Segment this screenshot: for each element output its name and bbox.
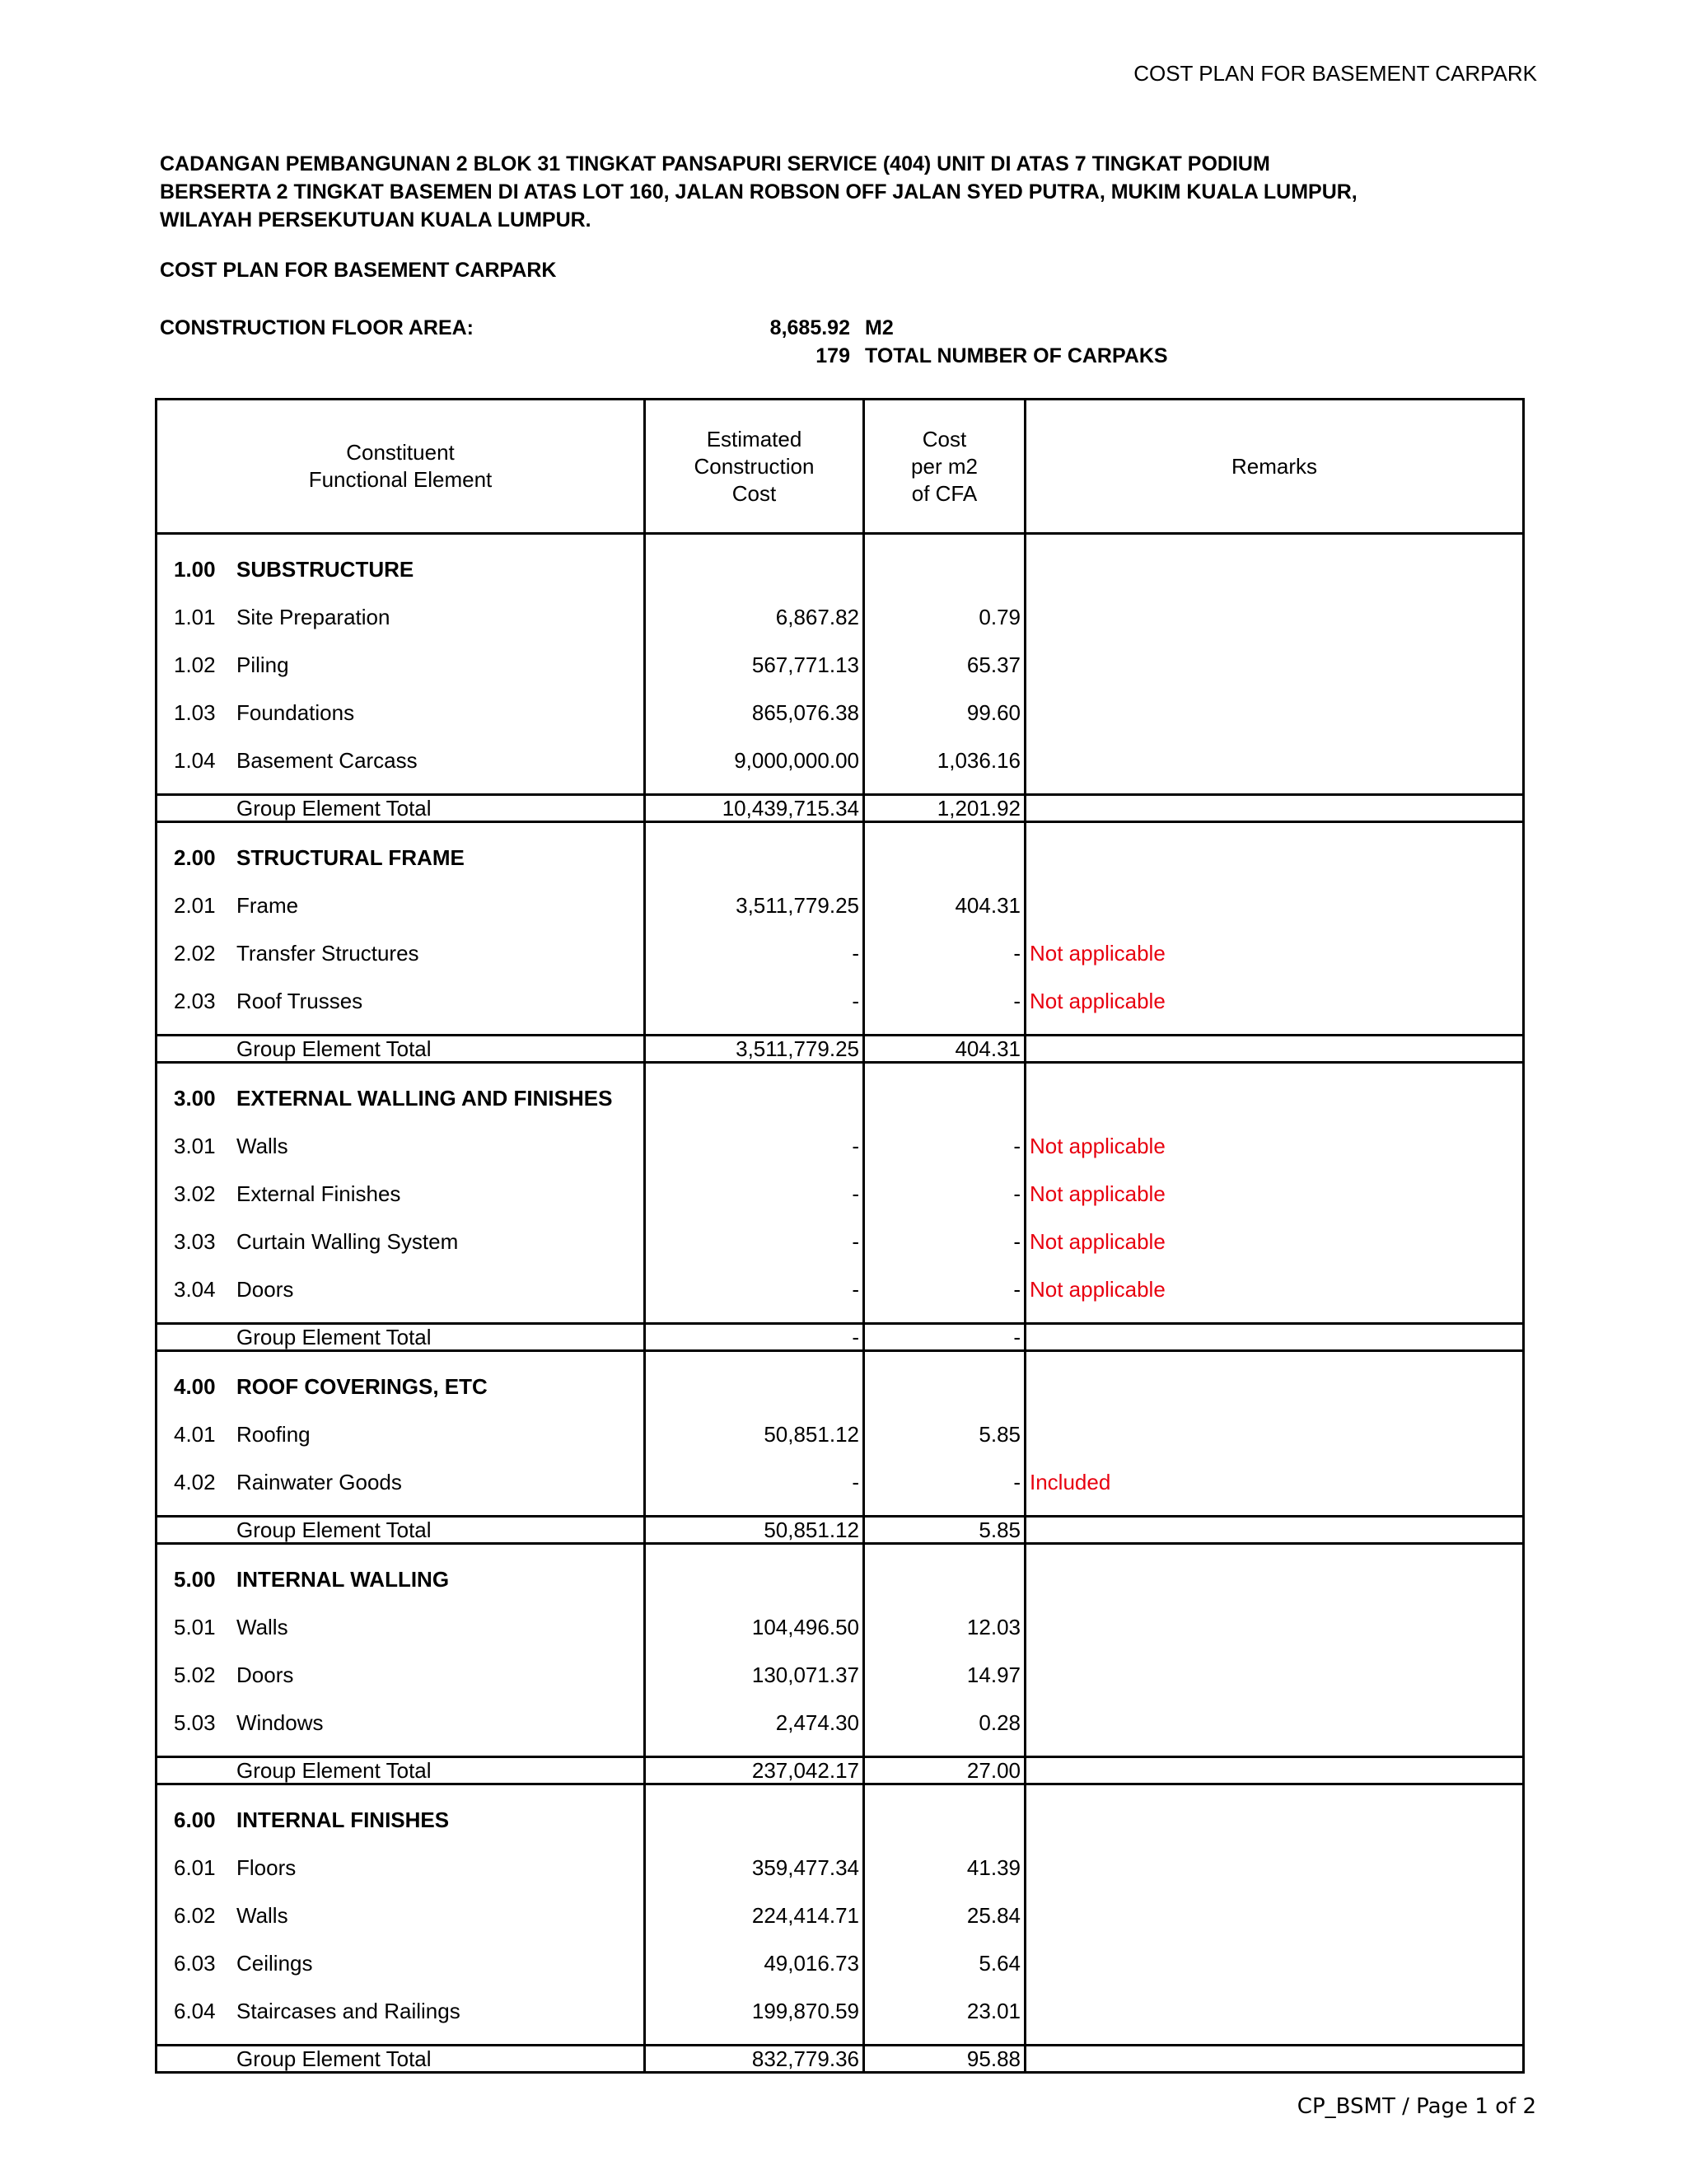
empty-cell (1026, 1517, 1524, 1544)
header-cfa-line2: per m2 (911, 453, 978, 479)
empty-cell (864, 1784, 1026, 1834)
empty-cell (1026, 2046, 1524, 2073)
spacer-row (157, 774, 1524, 795)
table-row (157, 1640, 1524, 1688)
estimated-cost-cell: 130,071.37 (645, 1640, 864, 1688)
table-row (157, 1833, 1524, 1881)
group-name: STRUCTURAL FRAME (236, 845, 465, 870)
element-cell (157, 726, 645, 774)
cost-per-m2-cell: 0.28 (864, 1688, 1026, 1736)
table-row (157, 1592, 1524, 1640)
spacer-row (157, 1014, 1524, 1036)
table-row (157, 1400, 1524, 1447)
element-code: 6.04 (174, 1999, 216, 2023)
group-heading-cell (157, 822, 645, 872)
table-row (157, 1688, 1524, 1736)
element-code: 1.04 (174, 748, 216, 773)
cost-per-m2-cell: - (864, 1255, 1026, 1302)
element-name: Frame (236, 893, 299, 918)
header-element (157, 400, 645, 534)
element-name: Roofing (236, 1422, 311, 1447)
element-cell (157, 1881, 645, 1929)
header-element-line1: Constituent (346, 440, 455, 465)
estimated-cost-cell: 359,477.34 (645, 1833, 864, 1881)
element-name: Doors (236, 1663, 294, 1687)
group-total-cost: 10,439,715.34 (645, 795, 864, 822)
empty-cell (1026, 795, 1524, 822)
remark-cell (1026, 1640, 1524, 1688)
group-total-row (157, 2046, 1524, 2073)
group-heading-cell (157, 1351, 645, 1401)
carparks-label: TOTAL NUMBER OF CARPAKS (865, 344, 1168, 367)
empty-cell (645, 2024, 864, 2046)
empty-cell (864, 774, 1026, 795)
element-cell (157, 630, 645, 678)
group-heading-row (157, 1544, 1524, 1593)
table-row (157, 966, 1524, 1014)
group-total-label: Group Element Total (236, 1518, 432, 1542)
empty-cell (864, 2024, 1026, 2046)
empty-cell (864, 822, 1026, 872)
cfa-unit: M2 (865, 316, 894, 339)
empty-cell (645, 822, 864, 872)
estimated-cost-cell: - (645, 1159, 864, 1207)
element-code: 5.02 (174, 1663, 216, 1687)
group-total-row (157, 1324, 1524, 1351)
group-total-row (157, 1757, 1524, 1784)
element-code: 2.03 (174, 989, 216, 1013)
table-row (157, 1929, 1524, 1976)
group-code: 2.00 (174, 845, 216, 870)
empty-cell (645, 1544, 864, 1593)
remark-cell: Included (1026, 1447, 1524, 1495)
empty-cell (1026, 1324, 1524, 1351)
cost-per-m2-cell: 404.31 (864, 871, 1026, 919)
group-code: 5.00 (174, 1567, 216, 1592)
group-total-label-cell (157, 1324, 645, 1351)
page-footer: CP_BSMT / Page 1 of 2 (1297, 2094, 1536, 2119)
cost-per-m2-cell: 41.39 (864, 1833, 1026, 1881)
group-code: 4.00 (174, 1374, 216, 1399)
empty-cell (1026, 1063, 1524, 1112)
element-cell (157, 1447, 645, 1495)
running-header: COST PLAN FOR BASEMENT CARPARK (1133, 61, 1537, 86)
table-row (157, 630, 1524, 678)
group-total-label: Group Element Total (236, 1036, 432, 1061)
estimated-cost-cell: - (645, 1255, 864, 1302)
header-element-line2: Functional Element (308, 467, 493, 492)
estimated-cost-cell: 104,496.50 (645, 1592, 864, 1640)
empty-cell (157, 1302, 645, 1324)
remark-cell (1026, 678, 1524, 726)
element-cell (157, 582, 645, 630)
element-name: Rainwater Goods (236, 1470, 402, 1494)
group-total-cost: 50,851.12 (645, 1517, 864, 1544)
element-cell (157, 1255, 645, 1302)
estimated-cost-cell: 224,414.71 (645, 1881, 864, 1929)
element-cell (157, 966, 645, 1014)
group-total-label-cell (157, 1517, 645, 1544)
table-row (157, 1976, 1524, 2024)
empty-cell (1026, 822, 1524, 872)
table-row (157, 1111, 1524, 1159)
element-code: 3.02 (174, 1181, 216, 1206)
remark-cell (1026, 582, 1524, 630)
plan-title: COST PLAN FOR BASEMENT CARPARK (160, 259, 557, 282)
empty-cell (864, 1736, 1026, 1757)
group-total-label: Group Element Total (236, 1325, 432, 1349)
group-total-label: Group Element Total (236, 796, 432, 821)
cost-per-m2-cell: - (864, 1447, 1026, 1495)
element-cell (157, 1976, 645, 2024)
group-name: EXTERNAL WALLING AND FINISHES (236, 1086, 613, 1111)
element-code: 3.01 (174, 1134, 216, 1158)
remark-cell (1026, 1881, 1524, 1929)
cost-table (155, 398, 1525, 2074)
element-cell (157, 919, 645, 966)
empty-cell (1026, 1014, 1524, 1036)
element-code: 2.02 (174, 941, 216, 966)
empty-cell (1026, 1736, 1524, 1757)
element-name: Foundations (236, 700, 355, 725)
cost-per-m2-cell: 1,036.16 (864, 726, 1026, 774)
group-heading-row (157, 822, 1524, 872)
remark-cell: Not applicable (1026, 966, 1524, 1014)
group-total-label-cell (157, 795, 645, 822)
element-name: Staircases and Railings (236, 1999, 460, 2023)
group-name: SUBSTRUCTURE (236, 557, 414, 582)
empty-cell (1026, 1036, 1524, 1063)
group-heading-row (157, 1351, 1524, 1401)
element-code: 2.01 (174, 893, 216, 918)
empty-cell (864, 1495, 1026, 1517)
group-name: ROOF COVERINGS, ETC (236, 1374, 488, 1399)
element-code: 4.02 (174, 1470, 216, 1494)
remark-cell (1026, 871, 1524, 919)
element-name: Roof Trusses (236, 989, 363, 1013)
empty-cell (645, 1736, 864, 1757)
remark-cell: Not applicable (1026, 1255, 1524, 1302)
empty-cell (157, 1495, 645, 1517)
carparks-count: 179 (815, 344, 850, 367)
remark-cell (1026, 1688, 1524, 1736)
element-name: Walls (236, 1903, 288, 1928)
element-name: Windows (236, 1710, 324, 1735)
cost-per-m2-cell: - (864, 1207, 1026, 1255)
group-total-per-m2: - (864, 1324, 1026, 1351)
group-heading-row (157, 1784, 1524, 1834)
group-total-cost: - (645, 1324, 864, 1351)
element-name: Ceilings (236, 1951, 313, 1976)
cost-per-m2-cell: - (864, 966, 1026, 1014)
table-row (157, 1159, 1524, 1207)
header-cfa-line1: Cost (922, 426, 967, 451)
element-cell (157, 1400, 645, 1447)
spacer-row (157, 2024, 1524, 2046)
group-heading-cell (157, 1063, 645, 1112)
element-cell (157, 1207, 645, 1255)
element-name: Transfer Structures (236, 941, 419, 966)
estimated-cost-cell: 567,771.13 (645, 630, 864, 678)
estimated-cost-cell: - (645, 919, 864, 966)
spacer-row (157, 1736, 1524, 1757)
empty-cell (1026, 2024, 1524, 2046)
estimated-cost-cell: - (645, 1207, 864, 1255)
empty-cell (645, 774, 864, 795)
remark-cell (1026, 1833, 1524, 1881)
empty-cell (864, 1014, 1026, 1036)
element-cell (157, 871, 645, 919)
cfa-label: CONSTRUCTION FLOOR AREA: (160, 316, 474, 339)
element-name: Piling (236, 652, 289, 677)
empty-cell (645, 1302, 864, 1324)
element-code: 3.03 (174, 1229, 216, 1254)
element-code: 3.04 (174, 1277, 216, 1302)
group-name: INTERNAL FINISHES (236, 1808, 450, 1832)
spacer-row (157, 1495, 1524, 1517)
group-total-per-m2: 95.88 (864, 2046, 1026, 2073)
cost-per-m2-cell: 99.60 (864, 678, 1026, 726)
cfa-value: 8,685.92 (769, 316, 850, 339)
remark-cell: Not applicable (1026, 1207, 1524, 1255)
empty-cell (157, 1736, 645, 1757)
empty-cell (645, 1495, 864, 1517)
element-name: Site Preparation (236, 605, 390, 629)
group-total-per-m2: 404.31 (864, 1036, 1026, 1063)
header-estimated-line2: Construction (694, 453, 815, 479)
table-row (157, 678, 1524, 726)
remark-cell (1026, 630, 1524, 678)
cost-per-m2-cell: 5.64 (864, 1929, 1026, 1976)
cost-per-m2-cell: - (864, 919, 1026, 966)
remark-cell (1026, 1976, 1524, 2024)
estimated-cost-cell: 49,016.73 (645, 1929, 864, 1976)
group-total-label-cell (157, 1757, 645, 1784)
estimated-cost-cell: - (645, 1447, 864, 1495)
table-row (157, 1881, 1524, 1929)
remark-cell: Not applicable (1026, 919, 1524, 966)
header-estimated-line1: Estimated (706, 426, 802, 451)
group-total-label: Group Element Total (236, 1758, 432, 1783)
group-heading-cell (157, 1784, 645, 1834)
element-name: External Finishes (236, 1181, 401, 1206)
cost-per-m2-cell: - (864, 1159, 1026, 1207)
empty-cell (864, 1544, 1026, 1593)
empty-cell (645, 1351, 864, 1401)
group-name: INTERNAL WALLING (236, 1567, 450, 1592)
remark-cell (1026, 1929, 1524, 1976)
element-cell (157, 1929, 645, 1976)
element-cell (157, 678, 645, 726)
cost-per-m2-cell: 5.85 (864, 1400, 1026, 1447)
estimated-cost-cell: - (645, 1111, 864, 1159)
cost-table-wrapper (155, 398, 1522, 2074)
empty-cell (864, 1351, 1026, 1401)
estimated-cost-cell: 199,870.59 (645, 1976, 864, 2024)
group-total-cost: 832,779.36 (645, 2046, 864, 2073)
group-heading-cell (157, 1544, 645, 1593)
element-code: 6.01 (174, 1855, 216, 1880)
empty-cell (864, 1063, 1026, 1112)
element-code: 6.03 (174, 1951, 216, 1976)
group-total-label-cell (157, 1036, 645, 1063)
empty-cell (157, 2024, 645, 2046)
element-cell (157, 1592, 645, 1640)
remark-cell: Not applicable (1026, 1159, 1524, 1207)
cost-per-m2-cell: 25.84 (864, 1881, 1026, 1929)
group-heading-row (157, 534, 1524, 583)
group-heading-row (157, 1063, 1524, 1112)
empty-cell (645, 534, 864, 583)
element-name: Doors (236, 1277, 294, 1302)
empty-cell (1026, 1495, 1524, 1517)
group-code: 3.00 (174, 1086, 216, 1111)
estimated-cost-cell: 6,867.82 (645, 582, 864, 630)
table-row (157, 1447, 1524, 1495)
table-row (157, 919, 1524, 966)
table-row (157, 871, 1524, 919)
element-code: 4.01 (174, 1422, 216, 1447)
estimated-cost-cell: 50,851.12 (645, 1400, 864, 1447)
table-header-row (157, 400, 1524, 534)
empty-cell (157, 774, 645, 795)
header-remarks: Remarks (1026, 400, 1524, 534)
element-name: Basement Carcass (236, 748, 418, 773)
cost-per-m2-cell: 14.97 (864, 1640, 1026, 1688)
table-row (157, 1207, 1524, 1255)
empty-cell (1026, 1757, 1524, 1784)
remark-cell (1026, 1400, 1524, 1447)
remark-cell: Not applicable (1026, 1111, 1524, 1159)
group-heading-cell (157, 534, 645, 583)
element-code: 1.02 (174, 652, 216, 677)
empty-cell (645, 1063, 864, 1112)
remark-cell (1026, 1592, 1524, 1640)
empty-cell (1026, 1784, 1524, 1834)
spacer-row (157, 1302, 1524, 1324)
group-code: 6.00 (174, 1808, 216, 1832)
empty-cell (1026, 1351, 1524, 1401)
element-code: 1.01 (174, 605, 216, 629)
element-cell (157, 1159, 645, 1207)
element-name: Curtain Walling System (236, 1229, 459, 1254)
table-row (157, 1255, 1524, 1302)
element-code: 5.03 (174, 1710, 216, 1735)
element-code: 6.02 (174, 1903, 216, 1928)
cost-table-body (157, 534, 1524, 2073)
empty-cell (864, 534, 1026, 583)
group-total-label-cell (157, 2046, 645, 2073)
empty-cell (1026, 774, 1524, 795)
group-code: 1.00 (174, 557, 216, 582)
element-cell (157, 1640, 645, 1688)
estimated-cost-cell: 3,511,779.25 (645, 871, 864, 919)
element-name: Walls (236, 1615, 288, 1639)
group-total-row (157, 795, 1524, 822)
element-cell (157, 1833, 645, 1881)
element-cell (157, 1111, 645, 1159)
group-total-cost: 3,511,779.25 (645, 1036, 864, 1063)
element-cell (157, 1688, 645, 1736)
estimated-cost-cell: 2,474.30 (645, 1688, 864, 1736)
empty-cell (864, 1302, 1026, 1324)
cost-per-m2-cell: 0.79 (864, 582, 1026, 630)
estimated-cost-cell: - (645, 966, 864, 1014)
estimated-cost-cell: 9,000,000.00 (645, 726, 864, 774)
header-estimated-cost (645, 400, 864, 534)
element-code: 5.01 (174, 1615, 216, 1639)
empty-cell (1026, 1544, 1524, 1593)
group-total-cost: 237,042.17 (645, 1757, 864, 1784)
table-row (157, 726, 1524, 774)
empty-cell (1026, 1302, 1524, 1324)
project-title: CADANGAN PEMBANGUNAN 2 BLOK 31 TINGKAT PANSAPURI SERVICE (404) UNIT DI ATAS 7 TINGKAT PODIUM BERSERTA 2 TINGKAT BASEMEN DI ATAS LOT 160, JALAN ROBSON OFF JALAN SYED PUTRA, MUKIM KUALA LUMPUR, WILAYAH PERSEKUTUAN KUALA LUMPUR. (160, 152, 1358, 231)
empty-cell (645, 1014, 864, 1036)
header-estimated-line3: Cost (731, 480, 777, 506)
empty-cell (1026, 534, 1524, 583)
element-code: 1.03 (174, 700, 216, 725)
element-name: Floors (236, 1855, 297, 1880)
group-total-per-m2: 27.00 (864, 1757, 1026, 1784)
remark-cell (1026, 726, 1524, 774)
empty-cell (645, 1784, 864, 1834)
header-cfa-line3: of CFA (911, 480, 978, 506)
group-total-per-m2: 1,201.92 (864, 795, 1026, 822)
table-row (157, 582, 1524, 630)
estimated-cost-cell: 865,076.38 (645, 678, 864, 726)
group-total-per-m2: 5.85 (864, 1517, 1026, 1544)
group-total-row (157, 1036, 1524, 1063)
cost-per-m2-cell: 65.37 (864, 630, 1026, 678)
group-total-label: Group Element Total (236, 2046, 432, 2071)
empty-cell (157, 1014, 645, 1036)
group-total-row (157, 1517, 1524, 1544)
element-name: Walls (236, 1134, 288, 1158)
cost-per-m2-cell: 23.01 (864, 1976, 1026, 2024)
header-cost-per-cfa (864, 400, 1026, 534)
cost-per-m2-cell: 12.03 (864, 1592, 1026, 1640)
cost-per-m2-cell: - (864, 1111, 1026, 1159)
